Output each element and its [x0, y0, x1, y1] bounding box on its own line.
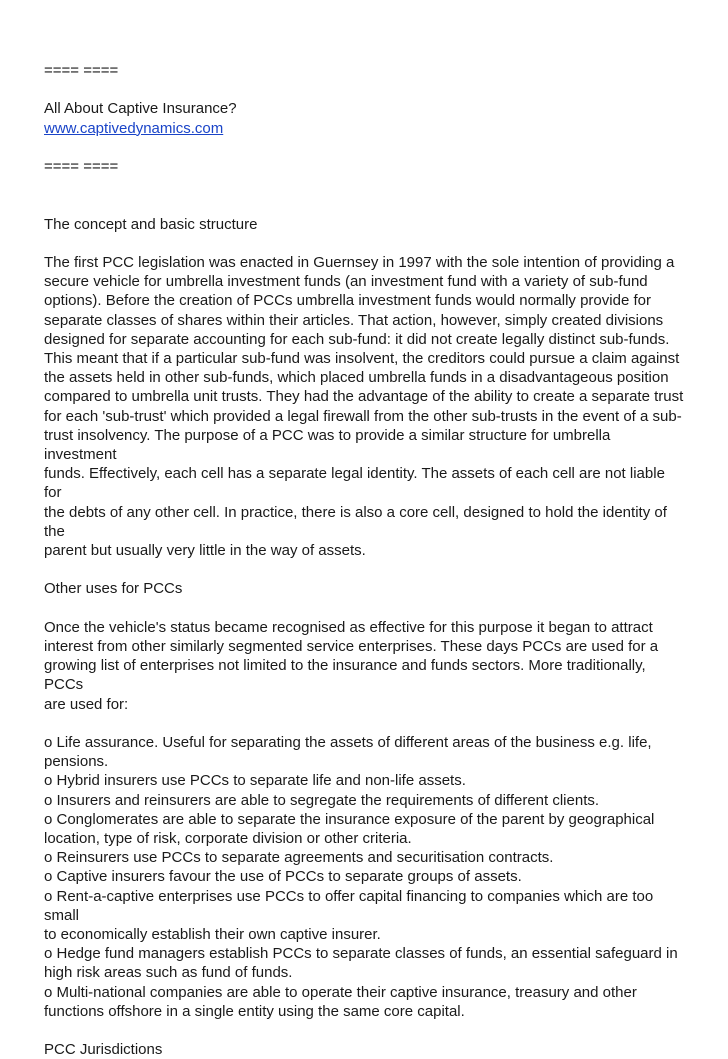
document-page	[44, 61, 684, 1059]
text-line: The first PCC legislation was enacted in Guernsey in 1997 with the sole intention of providing a	[44, 253, 675, 271]
text-line: designed for separate accounting for each sub-fund: it did not create legally distinct sub-funds.	[44, 330, 670, 348]
document-title: All About Captive Insurance?	[44, 100, 237, 118]
text-line: the debts of any other cell. In practice, there is also a core cell, designed to hold the identity of the	[44, 503, 667, 540]
list-item-line: o Rent-a-captive enterprises use PCCs to offer capital financing to companies which are too small	[44, 887, 654, 924]
text-line: the assets held in other sub-funds, which placed umbrella funds in a disadvantageous position	[44, 369, 669, 387]
section-heading-other-uses: Other uses for PCCs	[44, 580, 183, 598]
uses-list	[44, 733, 684, 1021]
list-item-line: o Captive insurers favour the use of PCCs to separate groups of assets.	[44, 868, 522, 886]
separator-top: ==== ====	[44, 62, 119, 79]
list-item-line: o Multi-national companies are able to operate their captive insurance, treasury and other	[44, 983, 637, 1001]
section-heading-jurisdictions: PCC Jurisdictions	[44, 1041, 163, 1059]
text-line: compared to umbrella unit trusts. They had the advantage of the ability to create a separate trust	[44, 388, 684, 406]
website-link[interactable]: www.captivedynamics.com	[44, 119, 224, 137]
text-line: parent but usually very little in the way of assets.	[44, 542, 366, 559]
list-item-line: high risk areas such as fund of funds.	[44, 964, 293, 982]
separator-bottom: ==== ====	[44, 157, 119, 175]
spacer	[44, 714, 684, 733]
list-item-line: to economically establish their own captive insurer.	[44, 926, 381, 944]
text-line: separate classes of shares within their articles. That action, however, simply created divisions	[44, 311, 664, 329]
text-line: for each 'sub-trust' which provided a legal firewall from the other sub-trusts in the event of a sub-	[44, 407, 682, 425]
spacer	[44, 560, 684, 579]
text-line: secure vehicle for umbrella investment funds (an investment fund with a variety of sub-fund	[44, 273, 648, 291]
list-item-line: o Insurers and reinsurers are able to segregate the requirements of different clients.	[44, 791, 600, 809]
text-line: interest from other similarly segmented service enterprises. These days PCCs are used for a	[44, 637, 659, 655]
text-line: Once the vehicle's status became recognised as effective for this purpose it began to attract	[44, 618, 653, 636]
text-line: growing list of enterprises not limited to the insurance and funds sectors. More traditionally, PCCs	[44, 657, 646, 694]
list-item-line: o Hedge fund managers establish PCCs to separate classes of funds, an essential safeguard in	[44, 945, 678, 963]
text-line: trust insolvency. The purpose of a PCC was to provide a similar structure for umbrella investment	[44, 426, 611, 463]
text-line: are used for:	[44, 695, 129, 713]
list-item-line: functions offshore in a single entity using the same core capital.	[44, 1002, 465, 1020]
list-item-line: pensions.	[44, 753, 109, 771]
list-item-line: o Reinsurers use PCCs to separate agreements and securitisation contracts.	[44, 849, 554, 867]
list-item-line: location, type of risk, corporate division or other criteria.	[44, 830, 412, 847]
text-line: This meant that if a particular sub-fund was insolvent, the creditors could pursue a claim against	[44, 349, 680, 367]
spacer	[44, 176, 684, 195]
spacer	[44, 234, 684, 253]
spacer	[44, 195, 684, 214]
list-item-line: o Conglomerates are able to separate the insurance exposure of the parent by geographical	[44, 810, 655, 828]
list-item-line: o Hybrid insurers use PCCs to separate life and non-life assets.	[44, 772, 466, 790]
text-line: options). Before the creation of PCCs umbrella investment funds would normally provide for	[44, 292, 651, 310]
other-uses-paragraph	[44, 618, 684, 714]
concept-paragraph	[44, 253, 684, 560]
spacer	[44, 138, 684, 157]
section-heading-concept: The concept and basic structure	[44, 215, 258, 233]
text-line: funds. Effectively, each cell has a separate legal identity. The assets of each cell are not liable for	[44, 465, 665, 502]
spacer	[44, 599, 684, 618]
spacer	[44, 80, 684, 99]
list-item-line: o Life assurance. Useful for separating the assets of different areas of the business e.g. life,	[44, 733, 652, 751]
